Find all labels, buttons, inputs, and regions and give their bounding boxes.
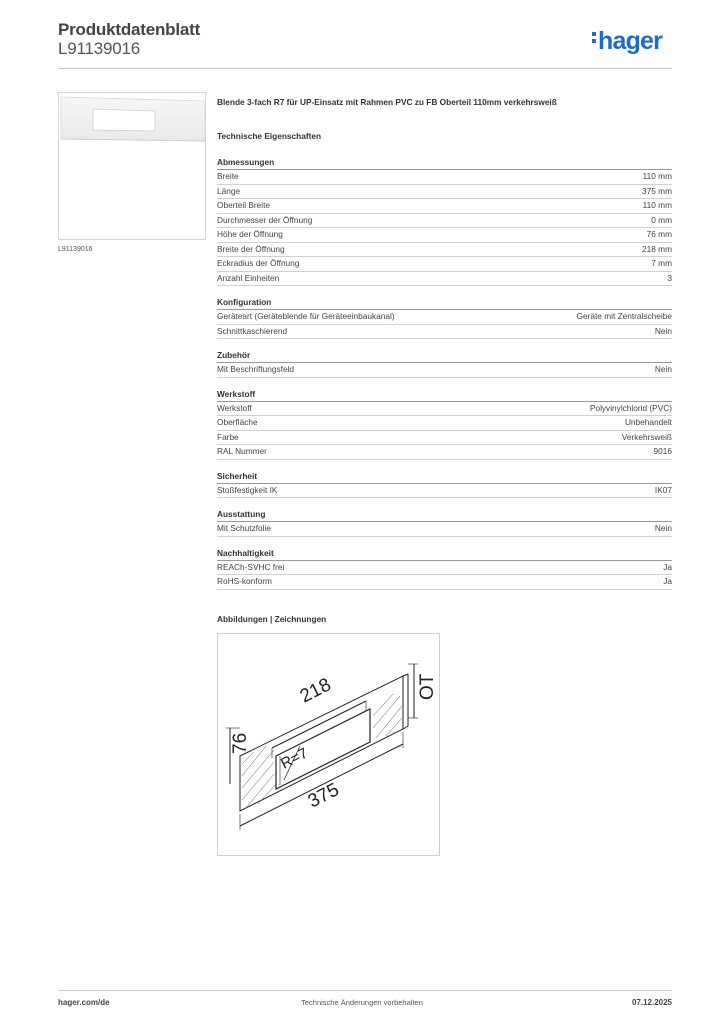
property-row	[217, 484, 672, 499]
property-value: Nein	[654, 364, 672, 374]
logo-dots-icon	[592, 32, 597, 46]
property-value: 3	[667, 272, 672, 283]
property-row	[217, 402, 672, 417]
property-label: Schnittkaschierend	[217, 325, 288, 336]
property-row	[217, 272, 672, 287]
figures-title: Abbildungen | Zeichnungen	[217, 614, 327, 624]
property-label: Anzahl Einheiten	[217, 272, 280, 283]
property-row	[217, 228, 672, 243]
property-value: 110 mm	[642, 200, 672, 210]
property-row	[217, 363, 672, 378]
cover-plate-image-icon	[59, 93, 205, 239]
dim-line-218	[272, 701, 366, 748]
dim-label-76: 76	[230, 732, 251, 754]
header-divider	[58, 68, 672, 69]
group-title: Werkstoff	[217, 388, 672, 402]
group-nachhaltigkeit	[217, 547, 672, 590]
hager-logo	[592, 29, 662, 54]
property-row	[217, 170, 672, 185]
dim-label-ot: OT	[417, 673, 438, 700]
property-value: 9016	[653, 446, 672, 456]
group-title: Sicherheit	[217, 470, 672, 484]
property-label: Höhe der Öffnung	[217, 229, 283, 239]
property-value: Ja	[663, 576, 672, 586]
footer-website[interactable]: hager.com/de	[58, 998, 110, 1007]
property-label: Breite der Öffnung	[217, 243, 285, 254]
opening-outline	[276, 709, 370, 789]
property-row	[217, 310, 672, 325]
group-abmessungen	[217, 156, 672, 286]
property-value: Verkehrsweiß	[621, 431, 672, 442]
property-label: Eckradius der Öffnung	[217, 258, 300, 268]
property-label: Farbe	[217, 431, 239, 442]
footer-date: 07.12.2025	[631, 998, 672, 1007]
property-label: Stoßfestigkeit IK	[217, 484, 278, 495]
property-label: RoHS-konform	[217, 576, 272, 586]
group-title: Ausstattung	[217, 508, 672, 522]
plate-side-thickness	[403, 674, 408, 676]
property-label: Oberfläche	[217, 417, 258, 427]
property-row	[217, 575, 672, 590]
properties-table	[217, 156, 672, 600]
dim-label-375: 375	[304, 779, 343, 813]
property-row	[217, 431, 672, 446]
property-row	[217, 243, 672, 258]
property-value: 110 mm	[642, 171, 672, 181]
property-value: Ja	[663, 561, 672, 572]
footer-divider	[58, 990, 672, 991]
property-label: REACh-SVHC frei	[217, 561, 285, 572]
group-title: Nachhaltigkeit	[217, 547, 672, 561]
property-row	[217, 214, 672, 229]
property-row	[217, 325, 672, 340]
property-value: 0 mm	[651, 214, 672, 225]
property-label: Mit Schutzfolie	[217, 523, 271, 533]
property-value: Unbehandelt	[624, 417, 672, 427]
technical-drawing	[217, 633, 440, 856]
property-label: RAL Nummer	[217, 446, 267, 456]
property-label: Oberteil Breite	[217, 200, 271, 210]
property-label: Durchmesser der Öffnung	[217, 214, 313, 225]
property-row	[217, 561, 672, 576]
group-sicherheit	[217, 470, 672, 499]
product-image	[58, 92, 206, 240]
property-value: 375 mm	[642, 185, 672, 196]
dim-label-218: 218	[296, 674, 335, 708]
product-description: Blende 3-fach R7 für UP-Einsatz mit Rahmen PVC zu FB Oberteil 110mm verkehrsweiß	[217, 97, 557, 107]
property-row	[217, 416, 672, 431]
article-number: L91139016	[58, 39, 141, 58]
property-label: Mit Beschriftungsfeld	[217, 364, 295, 374]
group-title: Konfiguration	[217, 296, 672, 310]
property-row	[217, 199, 672, 214]
property-row	[217, 185, 672, 200]
group-title: Zubehör	[217, 349, 672, 363]
property-row	[217, 257, 672, 272]
property-value: Polyvinylchlorid (PVC)	[589, 402, 672, 413]
property-value: 7 mm	[651, 258, 672, 268]
property-value: Nein	[654, 325, 672, 336]
property-label: Breite	[217, 171, 239, 181]
group-title: Abmessungen	[217, 156, 672, 170]
document-title: Produktdatenblatt	[58, 20, 201, 39]
group-werkstoff	[217, 388, 672, 460]
property-value: Geräte mit Zentralscheibe	[576, 311, 672, 321]
group-zubehoer	[217, 349, 672, 378]
property-label: Geräteart (Geräteblende für Geräteeinbaukanal)	[217, 311, 395, 321]
footer-notice: Technische Änderungen vorbehalten	[301, 998, 423, 1007]
image-caption: L91139016	[58, 246, 93, 253]
property-value: IK07	[654, 484, 672, 495]
property-value: 76 mm	[646, 229, 672, 239]
property-value: Nein	[654, 523, 672, 533]
section-title: Technische Eigenschaften	[217, 131, 322, 141]
dimension-drawing	[218, 634, 439, 855]
dim-label-radius: R=7	[278, 744, 311, 773]
logo-text: hager	[598, 27, 663, 55]
property-value: 218 mm	[642, 243, 672, 254]
property-label: Werkstoff	[217, 402, 252, 413]
property-label: Länge	[217, 185, 241, 196]
group-ausstattung	[217, 508, 672, 537]
property-row	[217, 445, 672, 460]
property-row	[217, 522, 672, 537]
group-konfiguration	[217, 296, 672, 339]
